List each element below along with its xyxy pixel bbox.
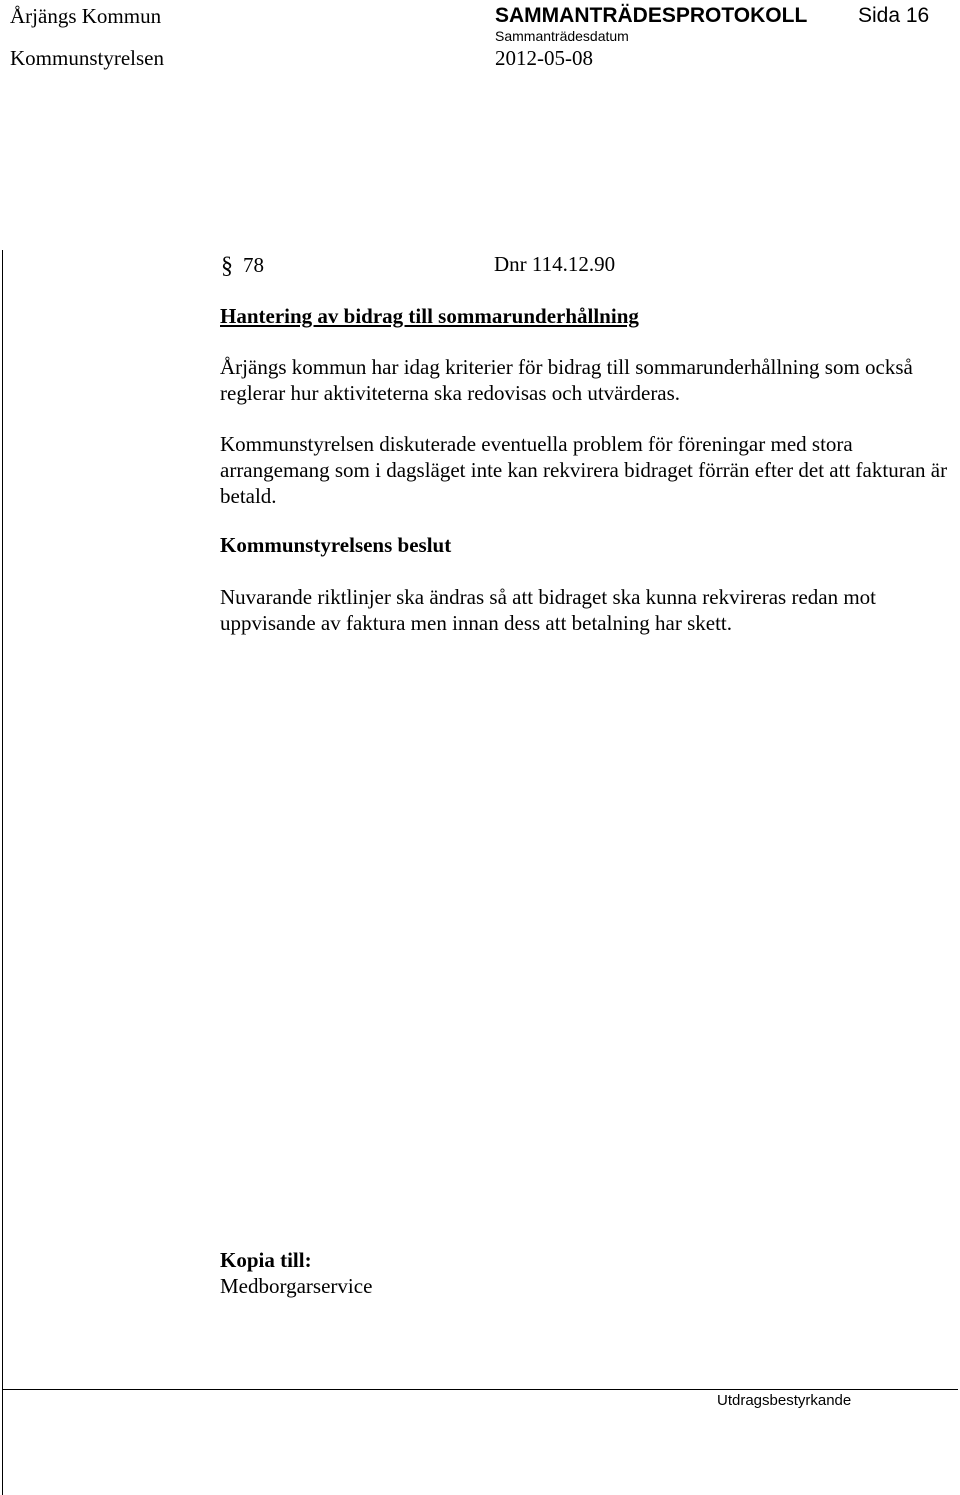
left-margin-rule (2, 250, 3, 1495)
body-paragraph: Årjängs kommun har idag kriterier för bidrag till sommarunderhållning som också reglerar hur aktiviteterna ska redovisas och utvärderas. (220, 355, 913, 405)
certification-label: Utdragsbestyrkande (717, 1392, 852, 1409)
case-number: Dnr 114.12.90 (494, 252, 616, 276)
copy-recipient: Medborgarservice (220, 1274, 373, 1298)
decision-heading: Kommunstyrelsens beslut (220, 533, 452, 557)
section-sign-icon: § (221, 253, 233, 279)
page-number: Sida 16 (858, 4, 930, 27)
organization-name: Årjängs Kommun (10, 4, 162, 28)
meeting-date-label: Sammanträdesdatum (495, 28, 629, 44)
body-paragraph: Kommunstyrelsen diskuterade eventuella problem för föreningar med stora arrangemang som i dagsläget inte kan rekvirera bidraget förrän efter det att fakturan är betald. (220, 432, 948, 508)
paragraph-number (221, 252, 264, 279)
meeting-date: 2012-05-08 (495, 46, 593, 70)
decision-text: Nuvarande riktlinjer ska ändras så att bidraget ska kunna rekvireras redan mot uppvisande av faktura men innan dess att betalning har skett. (220, 585, 877, 635)
item-title: Hantering av bidrag till sommarunderhållning (220, 304, 639, 328)
committee-name: Kommunstyrelsen (10, 46, 164, 70)
footer-rule (2, 1389, 958, 1390)
document-type: SAMMANTRÄDESPROTOKOLL (495, 4, 808, 27)
paragraph-number-value: 78 (243, 253, 264, 277)
copy-to-label: Kopia till: (220, 1248, 312, 1272)
